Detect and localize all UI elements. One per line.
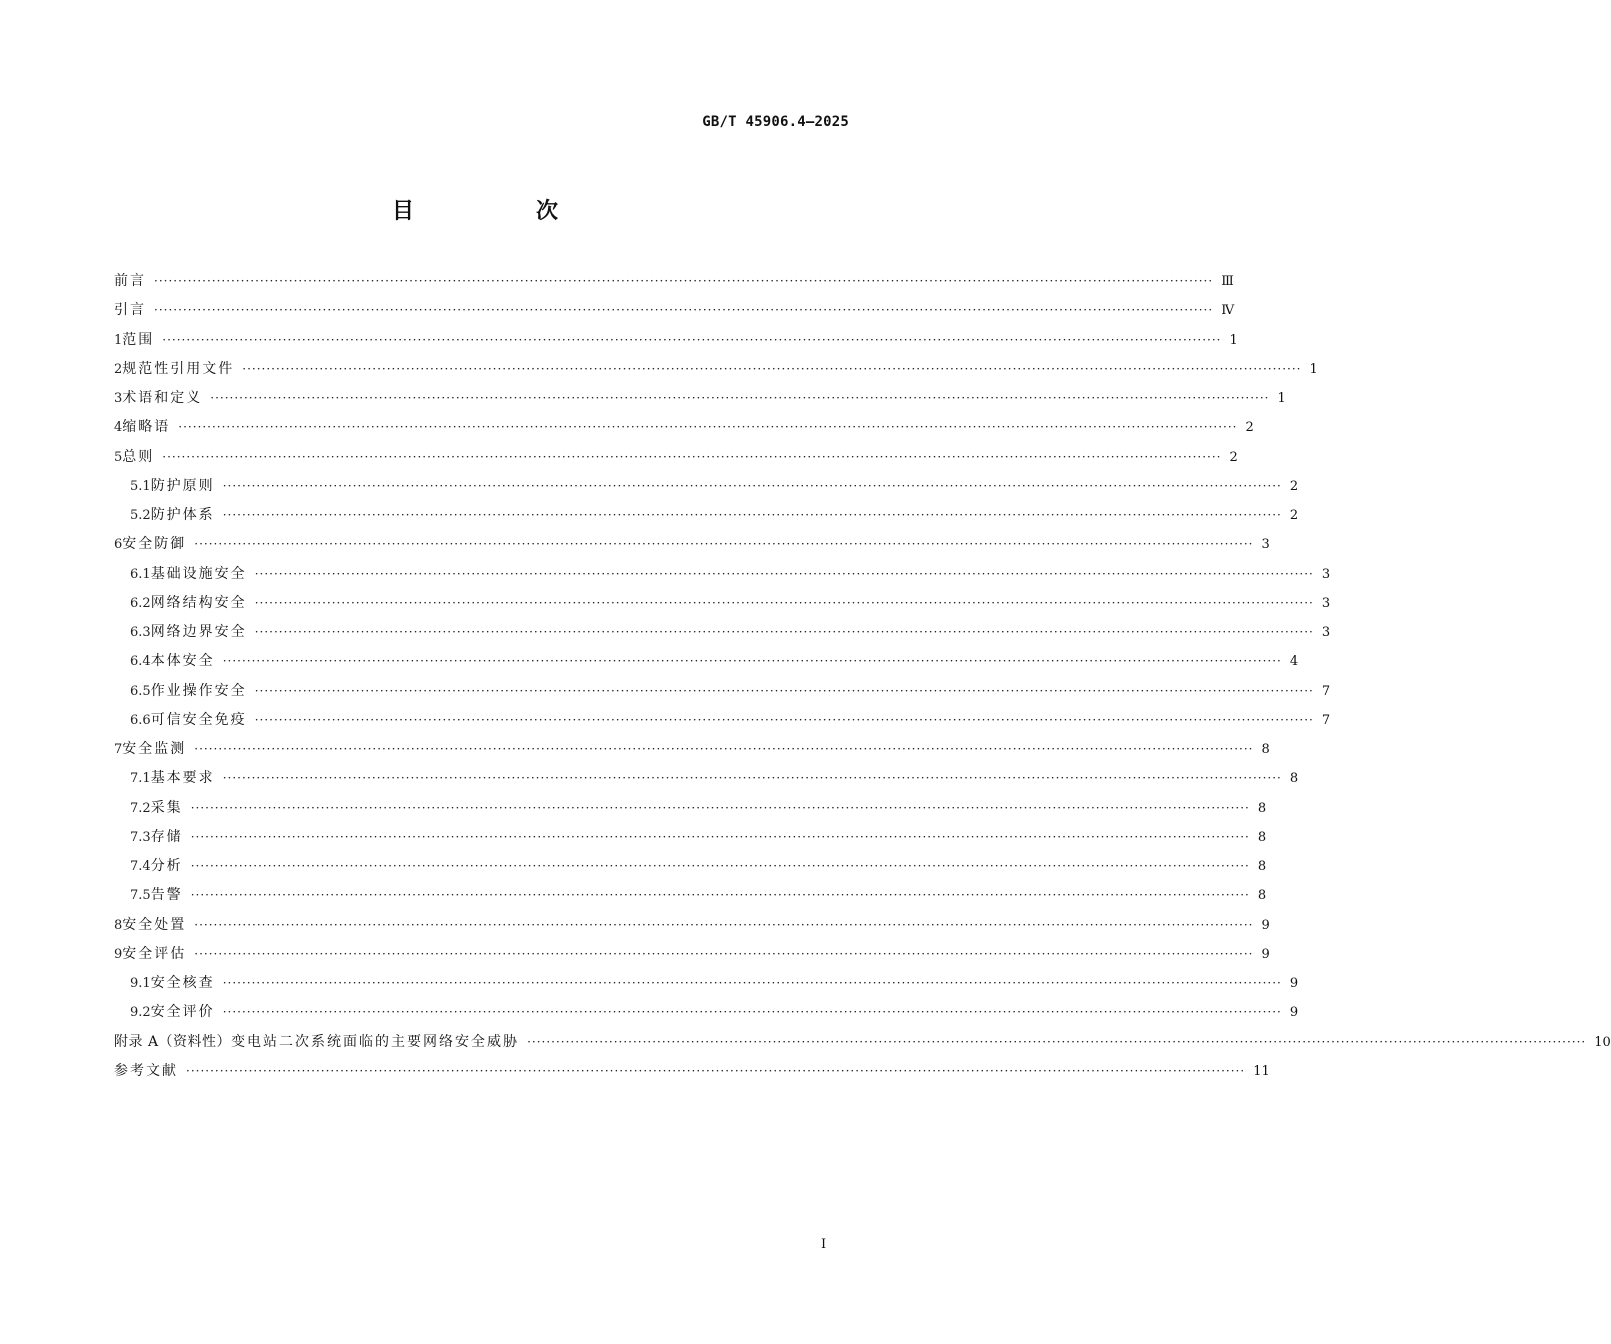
toc-entry-page: 3 <box>1321 595 1331 611</box>
toc-entry-number: 6.3 <box>130 625 151 640</box>
toc-dot-leader: ···························································································································································································································· <box>254 566 1314 581</box>
toc-entry-label: 告警 <box>150 887 183 904</box>
toc-dot-leader: ···························································································································································································································· <box>210 391 1270 405</box>
page-folio: Ⅰ <box>821 1237 827 1252</box>
toc-entry[interactable] <box>114 533 1270 562</box>
toc-dot-leader: ···························································································································································································································· <box>254 683 1314 698</box>
toc-entry-number: 6.1 <box>130 566 151 582</box>
toc-entry-page: 8 <box>1289 771 1299 787</box>
toc-entry-number: 8 <box>114 917 123 933</box>
toc-entry[interactable] <box>114 563 1331 592</box>
toc-entry-label: 术语和定义 <box>122 390 203 406</box>
toc-dot-leader: ···························································································································································································································· <box>190 888 1250 903</box>
toc-entry-label: 引言 <box>114 302 146 319</box>
toc-entry[interactable] <box>114 1060 1270 1089</box>
toc-entry-page: 8 <box>1257 800 1267 816</box>
toc-entry-label: 防护体系 <box>150 507 215 523</box>
toc-entry-label: 存储 <box>150 828 183 845</box>
toc-entry[interactable] <box>114 738 1270 767</box>
toc-entry-label: 参考文献 <box>114 1062 178 1079</box>
toc-entry[interactable] <box>114 446 1238 475</box>
toc-dot-leader: ···························································································································································································································· <box>222 508 1282 522</box>
toc-entry-page: 1 <box>1309 361 1318 377</box>
toc-entry[interactable] <box>114 797 1267 826</box>
toc-entry[interactable] <box>114 884 1267 913</box>
toc-entry-number: 6 <box>114 537 123 553</box>
toc-dot-leader: ···························································································································································································································· <box>194 917 1254 932</box>
toc-entry-page: Ⅳ <box>1221 303 1235 319</box>
toc-entry-number: 2 <box>114 361 123 377</box>
toc-entry-label: 安全处置 <box>122 916 187 933</box>
toc-entry-label: 规范性引用文件 <box>122 360 235 377</box>
toc-entry[interactable] <box>114 650 1299 679</box>
toc-entry[interactable] <box>114 504 1299 533</box>
toc-dot-leader: ···························································································································································································································· <box>222 478 1282 493</box>
toc-entry-number: 5.2 <box>130 508 151 523</box>
toc-dot-leader: ···························································································································································································································· <box>254 625 1314 639</box>
toc-entry-number: 4 <box>114 420 123 436</box>
toc-entry-label: 范围 <box>122 331 155 348</box>
toc-entry-number: 9.1 <box>130 976 151 991</box>
toc-dot-leader: ···························································································································································································································· <box>194 946 1254 961</box>
toc-entry[interactable] <box>114 416 1254 445</box>
toc-entry-label: 总则 <box>122 448 155 465</box>
toc-dot-leader: ···························································································································································································································· <box>154 303 1214 318</box>
toc-dot-leader: ···························································································································································································································· <box>527 1034 1587 1049</box>
toc-entry-page: 8 <box>1257 888 1267 904</box>
toc-entry-page: 7 <box>1321 712 1331 728</box>
toc-entry-page: 9 <box>1289 976 1299 991</box>
toc-dot-leader: ···························································································································································································································· <box>222 654 1282 669</box>
toc-dot-leader: ···························································································································································································································· <box>190 859 1250 873</box>
toc-entry[interactable] <box>114 475 1299 504</box>
toc-entry-number: 9 <box>114 946 123 962</box>
toc-entry[interactable] <box>114 1001 1299 1030</box>
toc-entry-page: 11 <box>1253 1063 1270 1079</box>
toc-entry-page: 9 <box>1261 917 1270 933</box>
toc-dot-leader: ···························································································································································································································· <box>222 771 1282 786</box>
toc-entry[interactable] <box>114 680 1331 709</box>
toc-entry-label: 作业操作安全 <box>150 682 247 699</box>
toc-entry-page: 2 <box>1245 420 1254 436</box>
toc-entry[interactable] <box>114 709 1331 738</box>
toc-entry-page: 9 <box>1289 1005 1299 1021</box>
toc-dot-leader: ···························································································································································································································· <box>162 449 1222 464</box>
toc-entry-number: 6.2 <box>130 595 151 611</box>
toc-entry-page: 8 <box>1261 742 1270 757</box>
toc-entry-number: 5 <box>114 449 123 465</box>
document-code: GB/T 45906.4—2025 <box>702 114 849 130</box>
toc-entry-label: 安全核查 <box>150 975 215 991</box>
toc-entry-number: 3 <box>114 391 123 406</box>
toc-entry-label: 网络边界安全 <box>150 624 247 640</box>
toc-dot-leader: ···························································································································································································································· <box>178 420 1238 435</box>
toc-entry-label: 可信安全免疫 <box>150 711 247 728</box>
toc-entry[interactable] <box>114 270 1234 299</box>
toc-dot-leader: ···························································································································································································································· <box>154 274 1214 288</box>
toc-dot-leader: ···························································································································································································································· <box>242 361 1302 376</box>
toc-entry-label: 安全评价 <box>150 1004 215 1021</box>
toc-dot-leader: ···························································································································································································································· <box>194 537 1254 552</box>
toc-dot-leader: ···························································································································································································································· <box>222 1005 1282 1020</box>
toc-entry-label: 基本要求 <box>150 770 215 787</box>
toc-entry-page: 2 <box>1229 449 1238 465</box>
toc-dot-leader: ···························································································································································································································· <box>162 332 1222 347</box>
toc-entry[interactable] <box>114 299 1235 328</box>
toc-entry-number: 5.1 <box>130 478 151 494</box>
toc-entry[interactable] <box>114 1031 1611 1060</box>
toc-entry[interactable] <box>114 592 1331 621</box>
toc-entry-label: 缩略语 <box>122 419 171 436</box>
toc-entry-page: 1 <box>1229 332 1238 348</box>
toc-entry[interactable] <box>114 387 1286 416</box>
toc-entry-number: 7.2 <box>130 800 151 816</box>
toc-entry-page: Ⅲ <box>1221 274 1234 289</box>
toc-entry-number: 9.2 <box>130 1005 151 1021</box>
toc-entry-label: 基础设施安全 <box>150 565 247 582</box>
toc-dot-leader: ···························································································································································································································· <box>186 1063 1246 1078</box>
toc-entry-label: 采集 <box>150 799 183 816</box>
toc-entry-label: 本体安全 <box>150 653 215 670</box>
toc-entry-label: 安全防御 <box>122 536 187 553</box>
toc-entry-page: 8 <box>1257 829 1267 845</box>
table-of-contents <box>114 270 1611 1089</box>
toc-entry-page: 4 <box>1289 654 1299 670</box>
toc-entry-page: 10 <box>1594 1034 1611 1050</box>
toc-entry-page: 2 <box>1289 478 1299 494</box>
toc-entry-number: 6.5 <box>130 683 151 699</box>
toc-entry-label: 分析 <box>150 858 183 874</box>
toc-dot-leader: ···························································································································································································································· <box>254 712 1314 727</box>
toc-entry-page: 1 <box>1277 391 1286 406</box>
toc-entry[interactable] <box>114 767 1299 796</box>
toc-entry[interactable] <box>114 358 1318 387</box>
toc-entry-number: 7.1 <box>130 771 151 787</box>
toc-entry-label: 安全监测 <box>122 741 187 757</box>
toc-entry-annex-prefix: 附录 A（资料性） <box>114 1033 232 1050</box>
toc-entry-page: 9 <box>1261 946 1270 962</box>
toc-entry-page: 7 <box>1321 683 1331 699</box>
toc-entry-number: 1 <box>114 332 123 348</box>
toc-entry-label: 变电站二次系统面临的主要网络安全威胁 <box>231 1033 520 1050</box>
toc-entry-page: 3 <box>1321 566 1331 582</box>
toc-dot-leader: ···························································································································································································································· <box>190 800 1250 815</box>
toc-entry-page: 8 <box>1257 859 1267 874</box>
toc-entry-number: 7 <box>114 742 123 757</box>
toc-entry-page: 3 <box>1261 537 1270 553</box>
toc-entry-number: 7.4 <box>130 859 151 874</box>
toc-dot-leader: ···························································································································································································································· <box>254 595 1314 610</box>
toc-entry-number: 6.6 <box>130 712 151 728</box>
toc-entry[interactable] <box>114 972 1299 1001</box>
toc-entry-label: 安全评估 <box>122 945 187 962</box>
toc-entry[interactable] <box>114 621 1331 650</box>
toc-entry[interactable] <box>114 329 1238 358</box>
toc-entry[interactable] <box>114 943 1270 972</box>
toc-dot-leader: ···························································································································································································································· <box>194 742 1254 756</box>
toc-entry-page: 3 <box>1321 625 1331 640</box>
toc-entry-label: 防护原则 <box>150 477 215 494</box>
page-title: 目 次 <box>391 199 608 224</box>
toc-entry[interactable] <box>114 826 1267 855</box>
toc-entry[interactable] <box>114 855 1267 884</box>
toc-entry-page: 2 <box>1289 508 1299 523</box>
toc-dot-leader: ···························································································································································································································· <box>190 829 1250 844</box>
toc-entry-label: 前言 <box>114 273 146 289</box>
toc-dot-leader: ···························································································································································································································· <box>222 976 1282 990</box>
toc-entry-number: 7.3 <box>130 829 151 845</box>
toc-entry-label: 网络结构安全 <box>150 594 247 611</box>
toc-entry-number: 6.4 <box>130 654 151 670</box>
toc-entry[interactable] <box>114 914 1270 943</box>
toc-entry-number: 7.5 <box>130 888 151 904</box>
